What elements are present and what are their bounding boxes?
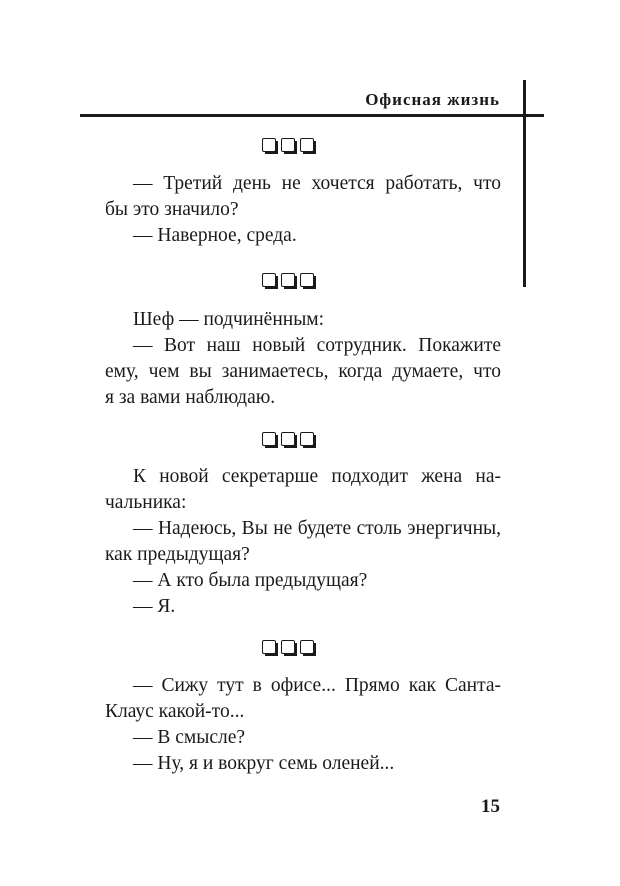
joke-line: — Надеюсь, Вы не будете столь энергичны,	[133, 518, 501, 539]
running-header: Офисная жизнь	[365, 90, 500, 109]
joke-line: Шеф — подчинённым:	[133, 309, 325, 330]
square-icon	[300, 138, 314, 152]
joke-line: — В смысле?	[133, 727, 246, 748]
joke-line: как предыдущая?	[105, 544, 250, 565]
joke-1	[105, 171, 501, 249]
joke-line: — Я.	[133, 596, 176, 617]
joke-line: — А кто была предыдущая?	[133, 570, 368, 591]
joke-line: я за вами наблюдаю.	[105, 387, 276, 408]
joke-line: — Наверное, среда.	[133, 225, 297, 246]
page-number: 15	[481, 796, 500, 817]
square-icon	[262, 273, 276, 287]
joke-line: ему, чем вы занимаетесь, когда думаете, что	[105, 361, 501, 382]
margin-rule	[523, 80, 526, 287]
joke-line: — Вот наш новый сотрудник. Покажите	[133, 335, 501, 356]
joke-4	[105, 673, 501, 777]
separator-icon	[262, 138, 314, 154]
separator-icon	[262, 640, 314, 656]
joke-line: — Третий день не хочется работать, что	[133, 173, 501, 194]
square-icon	[300, 640, 314, 654]
joke-line: чальника:	[105, 492, 187, 513]
square-icon	[300, 273, 314, 287]
joke-line: бы это значило?	[105, 199, 239, 220]
square-icon	[281, 640, 295, 654]
joke-2	[105, 307, 501, 411]
square-icon	[281, 273, 295, 287]
separator-icon	[262, 273, 314, 289]
joke-line: — Ну, я и вокруг семь оленей...	[133, 753, 395, 774]
joke-line: К новой секретарше подходит жена на-	[133, 466, 501, 487]
square-icon	[262, 432, 276, 446]
square-icon	[262, 138, 276, 152]
square-icon	[281, 138, 295, 152]
joke-3	[105, 464, 501, 620]
square-icon	[262, 640, 276, 654]
square-icon	[300, 432, 314, 446]
joke-line: — Сижу тут в офисе... Прямо как Санта-	[133, 675, 501, 696]
joke-line: Клаус какой-то...	[105, 701, 245, 722]
header-rule	[80, 114, 544, 117]
separator-icon	[262, 432, 314, 448]
square-icon	[281, 432, 295, 446]
